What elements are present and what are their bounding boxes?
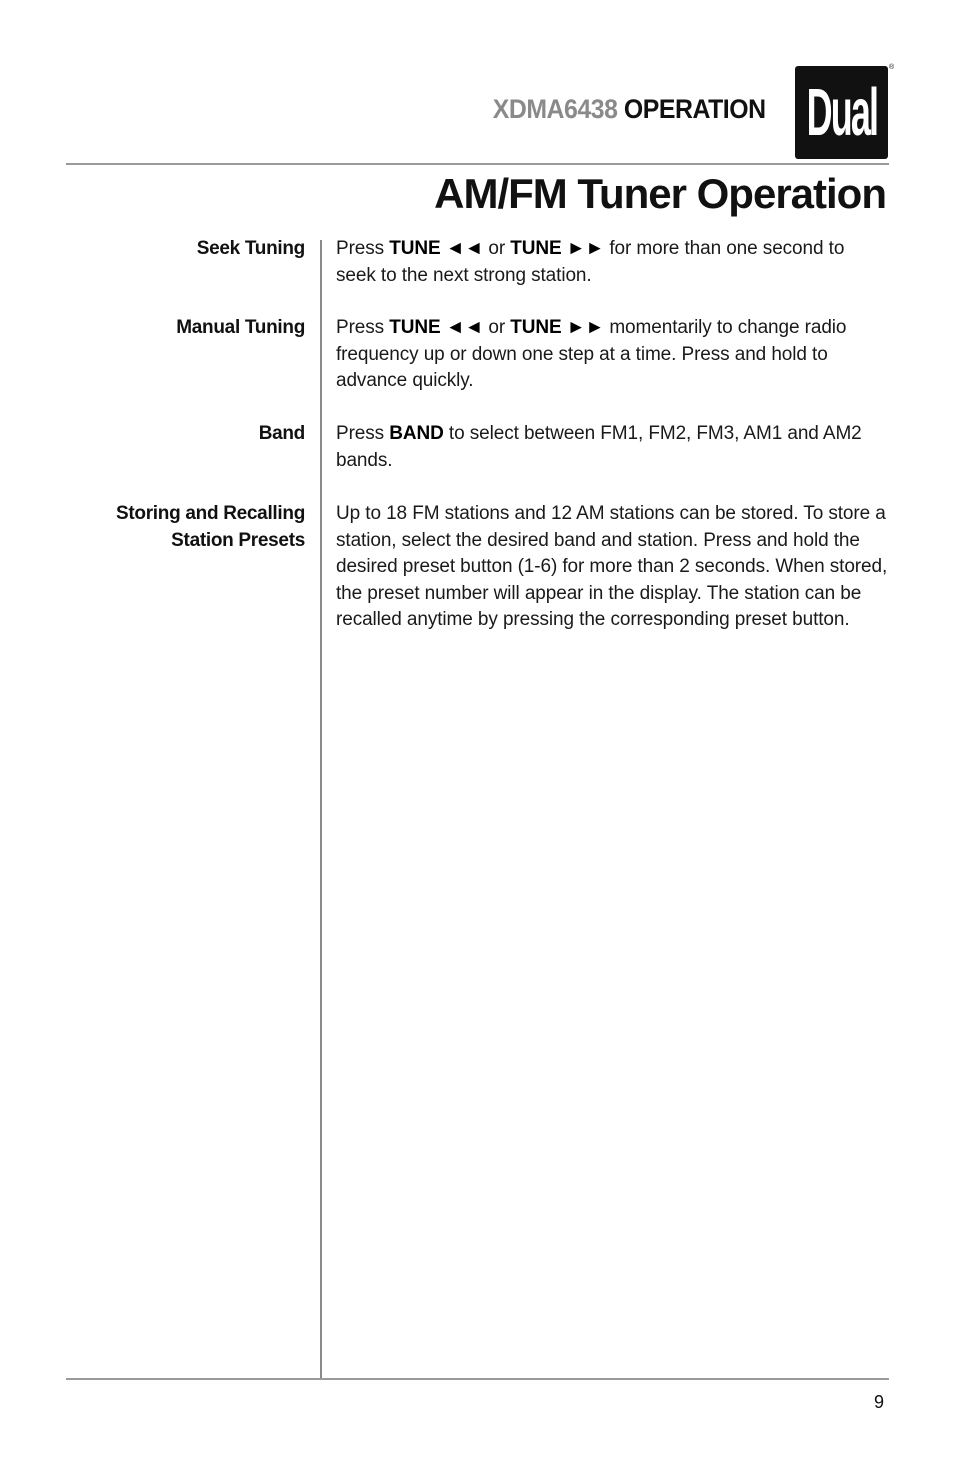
body-text: Press (336, 238, 390, 259)
header-title (493, 94, 766, 125)
section-body-station-presets (336, 501, 888, 634)
dual-logo (795, 66, 888, 159)
registered-mark: ® (889, 64, 895, 71)
tune-back-label: TUNE ◄◄ (389, 238, 484, 259)
section-label-station-presets (116, 501, 305, 554)
body-text: to select between FM1, FM2, FM3, AM1 and AM2 bands. (336, 423, 862, 471)
header-section: OPERATION (624, 94, 766, 124)
top-rule (66, 163, 889, 165)
logo-text: Dual (806, 74, 877, 150)
section-label-line: Storing and Recalling (116, 503, 305, 524)
page-title: AM/FM Tuner Operation (434, 170, 886, 217)
page-number: 9 (873, 1392, 884, 1412)
section-label-line: Band (258, 423, 305, 444)
body-text: Up to 18 FM stations and 12 AM stations can be stored. To store a station, select the desired band and station. Press and hold the desired preset button (1-6) for more than 2 seconds. When stored, the preset number will appear in the display. The station can be recalled anytime by pressing the corresponding preset button. (336, 503, 888, 630)
column-divider (320, 240, 322, 1378)
section-label-seek-tuning (197, 236, 305, 263)
tune-forward-label: TUNE ►► (510, 238, 605, 259)
tune-back-label: TUNE ◄◄ (389, 317, 484, 338)
section-label-line: Seek Tuning (196, 238, 305, 259)
body-text: or (483, 238, 511, 259)
section-body-band (336, 421, 888, 474)
section-label-band (259, 421, 305, 448)
body-text: or (483, 317, 511, 338)
band-label: BAND (389, 423, 444, 444)
section-body-seek-tuning (336, 236, 888, 289)
body-text: Press (336, 423, 390, 444)
section-label-line: Station Presets (171, 529, 305, 551)
section-label-line: Manual Tuning (176, 317, 305, 338)
section-label-manual-tuning (176, 315, 305, 342)
model-number: XDMA6438 (493, 94, 618, 124)
bottom-rule (66, 1378, 889, 1380)
section-body-manual-tuning (336, 315, 888, 395)
tune-forward-label: TUNE ►► (510, 317, 605, 338)
body-text: Press (336, 317, 390, 338)
body-text: momentarily to change radio frequency up or down one step at a time. Press and hold to advance quickly. (336, 317, 847, 391)
body-text: for more than one second to seek to the next strong station. (336, 238, 845, 286)
